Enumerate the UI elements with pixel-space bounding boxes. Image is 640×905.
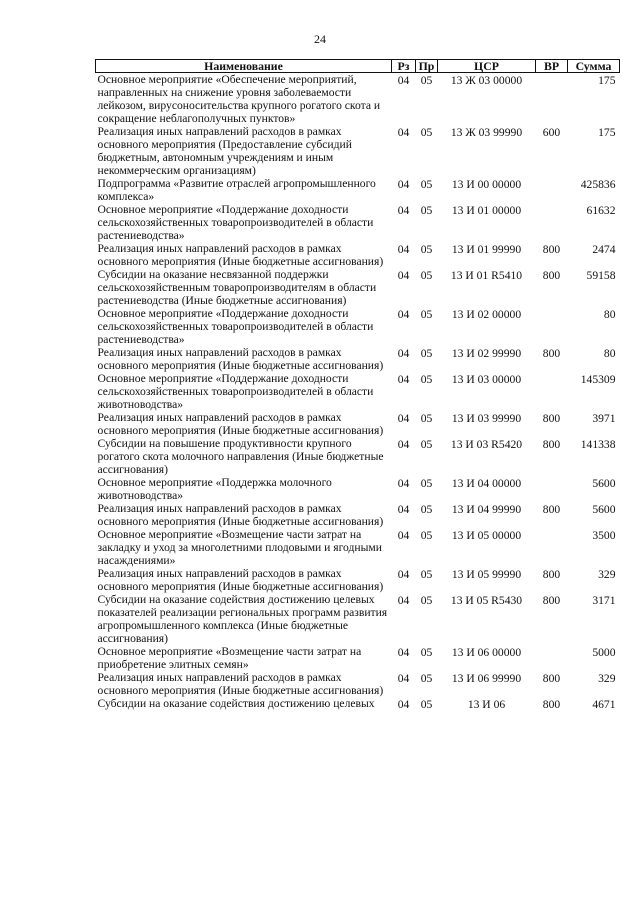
cell-sum: 145309 [580,373,616,386]
cell-pr: 05 [420,308,433,321]
cell-vr [536,645,568,671]
cell-name: Основное мероприятие «Поддержка молочного животноводства» [97,476,332,502]
header-csr: ЦСР [438,60,536,73]
cell-csr: 13 И 00 00000 [451,178,522,191]
cell-vr [536,476,568,502]
cell-vr [536,307,568,346]
cell-vr [536,203,568,242]
cell-rz: 04 [397,438,410,451]
cell-rz: 04 [397,74,410,87]
cell-sum: 175 [598,74,616,87]
table-row [96,242,620,268]
cell-name: Реализация иных направлений расходов в рамках основного мероприятия (Иные бюджетные ассигнования) [97,346,384,372]
table-row [96,125,620,177]
cell-sum: 141338 [580,438,616,451]
cell-rz: 04 [397,698,410,711]
cell-rz: 04 [397,243,410,256]
header-name: Наименование [96,60,392,73]
cell-sum: 5600 [592,477,616,490]
cell-pr: 05 [420,672,433,685]
cell-csr: 13 И 04 99990 [451,503,522,516]
cell-pr: 05 [420,74,433,87]
cell-vr: 800 [542,243,561,256]
table-row [96,437,620,476]
cell-rz: 04 [397,412,410,425]
cell-name: Субсидии на оказание содействия достижению целевых показателей реализации региональных программ развития агропромышленного комплекса (Иные бюджетные ассигнования) [97,593,388,645]
table-row [96,528,620,567]
cell-pr: 05 [420,698,433,711]
cell-sum: 5600 [592,503,616,516]
cell-vr: 800 [542,568,561,581]
cell-vr [536,177,568,203]
cell-name: Реализация иных направлений расходов в рамках основного мероприятия (Иные бюджетные ассигнования) [97,242,384,268]
cell-vr: 800 [542,594,561,607]
cell-pr: 05 [420,373,433,386]
cell-name: Основное мероприятие «Возмещение части затрат на приобретение элитных семян» [97,645,362,671]
cell-rz: 04 [397,126,410,139]
cell-vr: 800 [542,503,561,516]
cell-csr: 13 Ж 03 99990 [450,126,523,139]
cell-sum: 80 [603,347,616,360]
table-row [96,411,620,437]
cell-name: Реализация иных направлений расходов в рамках основного мероприятия (Иные бюджетные ассигнования) [97,502,384,528]
cell-name: Подпрограмма «Развитие отраслей агропромышленного комплекса» [97,177,376,203]
cell-csr: 13 И 04 00000 [451,477,522,490]
cell-rz: 04 [397,178,410,191]
cell-rz: 04 [397,594,410,607]
cell-vr: 600 [542,126,561,139]
cell-vr: 800 [542,672,561,685]
table-row [96,203,620,242]
cell-csr: 13 И 05 R5430 [450,594,523,607]
cell-rz: 04 [397,373,410,386]
table-row [96,307,620,346]
cell-pr: 05 [420,594,433,607]
cell-sum: 5000 [592,646,616,659]
table-row [96,177,620,203]
table-body [96,73,620,712]
cell-rz: 04 [397,204,410,217]
cell-name: Основное мероприятие «Поддержание доходности сельскохозяйственных товаропроизводителей в области растениеводства» [97,203,374,242]
cell-name: Реализация иных направлений расходов в рамках основного мероприятия (Иные бюджетные ассигнования) [97,671,384,697]
cell-name: Субсидии на оказание несвязанной поддержки сельскохозяйственным товаропроизводителям в области растениеводства (Иные бюджетные ассигнования) [97,268,377,307]
cell-csr: 13 И 01 R5410 [450,269,523,282]
cell-csr: 13 И 01 99990 [451,243,522,256]
cell-pr: 05 [420,438,433,451]
cell-vr: 800 [542,438,561,451]
cell-sum: 329 [598,568,616,581]
cell-csr: 13 Ж 03 00000 [450,74,523,87]
cell-rz: 04 [397,269,410,282]
table-row [96,372,620,411]
cell-pr: 05 [420,412,433,425]
cell-sum: 61632 [586,204,616,217]
cell-pr: 05 [420,178,433,191]
header-rz: Рз [392,60,416,73]
budget-table-container [95,59,619,711]
cell-csr: 13 И 02 99990 [451,347,522,360]
cell-pr: 05 [420,204,433,217]
cell-name: Основное мероприятие «Возмещение части затрат на закладку и уход за многолетними плодовыми и ягодными насаждениями» [97,528,382,567]
cell-sum: 80 [603,308,616,321]
cell-csr: 13 И 03 99990 [451,412,522,425]
cell-csr: 13 И 06 [467,698,506,711]
cell-pr: 05 [420,568,433,581]
table-row [96,346,620,372]
cell-name: Реализация иных направлений расходов в рамках основного мероприятия (Иные бюджетные ассигнования) [97,411,384,437]
cell-csr: 13 И 03 00000 [451,373,522,386]
cell-vr [536,372,568,411]
cell-sum: 4671 [592,698,616,711]
cell-sum: 59158 [586,269,616,282]
cell-pr: 05 [420,529,433,542]
cell-csr: 13 И 05 99990 [451,568,522,581]
header-vr: ВР [536,60,568,73]
cell-rz: 04 [397,308,410,321]
cell-pr: 05 [420,646,433,659]
cell-name: Реализация иных направлений расходов в рамках основного мероприятия (Предоставление субсидий бюджетным, автономным учреждениям и иным некоммерческим организациям) [97,125,352,177]
table-row [96,593,620,645]
cell-sum: 2474 [592,243,616,256]
cell-sum: 329 [598,672,616,685]
table-row [96,268,620,307]
cell-name: Субсидии на повышение продуктивности крупного рогатого скота молочного направления (Иные бюджетные ассигнования) [97,437,384,476]
page-number: 24 [314,32,326,46]
cell-vr [536,73,568,126]
cell-csr: 13 И 03 R5420 [450,438,523,451]
table-header-row [96,60,620,73]
cell-rz: 04 [397,503,410,516]
table-row [96,645,620,671]
cell-rz: 04 [397,672,410,685]
cell-csr: 13 И 06 99990 [451,672,522,685]
cell-name: Основное мероприятие «Обеспечение мероприятий, направленных на снижение уровня заболеваемости лейкозом, вирусоносительства крупного рогатого скота и сокращение неблагополучных пунктов» [97,73,381,125]
cell-sum: 3971 [592,412,616,425]
cell-rz: 04 [397,477,410,490]
cell-rz: 04 [397,529,410,542]
cell-sum: 175 [598,126,616,139]
table-row [96,567,620,593]
cell-csr: 13 И 06 00000 [451,646,522,659]
cell-csr: 13 И 02 00000 [451,308,522,321]
table-row [96,502,620,528]
table-row [96,476,620,502]
cell-pr: 05 [420,243,433,256]
cell-rz: 04 [397,646,410,659]
cell-name: Реализация иных направлений расходов в рамках основного мероприятия (Иные бюджетные ассигнования) [97,567,384,593]
table-row [96,73,620,126]
cell-name: Основное мероприятие «Поддержание доходности сельскохозяйственных товаропроизводителей в области растениеводства» [97,307,374,346]
table-row [96,671,620,697]
header-pr: Пр [416,60,438,73]
cell-vr: 800 [542,698,561,711]
cell-pr: 05 [420,347,433,360]
table-row [96,697,620,711]
cell-vr: 800 [542,412,561,425]
cell-rz: 04 [397,347,410,360]
cell-pr: 05 [420,503,433,516]
cell-rz: 04 [397,568,410,581]
header-sum: Сумма [568,60,620,73]
budget-table [95,59,620,711]
cell-vr: 800 [542,347,561,360]
cell-vr [536,528,568,567]
cell-csr: 13 И 05 00000 [451,529,522,542]
cell-pr: 05 [420,126,433,139]
cell-sum: 3171 [592,594,616,607]
cell-vr: 800 [542,269,561,282]
cell-pr: 05 [420,477,433,490]
cell-sum: 3500 [592,529,616,542]
cell-pr: 05 [420,269,433,282]
cell-sum: 425836 [580,178,616,191]
cell-name: Основное мероприятие «Поддержание доходности сельскохозяйственных товаропроизводителей в области животноводства» [97,372,374,411]
cell-name: Субсидии на оказание содействия достижению целевых [97,697,375,710]
cell-csr: 13 И 01 00000 [451,204,522,217]
